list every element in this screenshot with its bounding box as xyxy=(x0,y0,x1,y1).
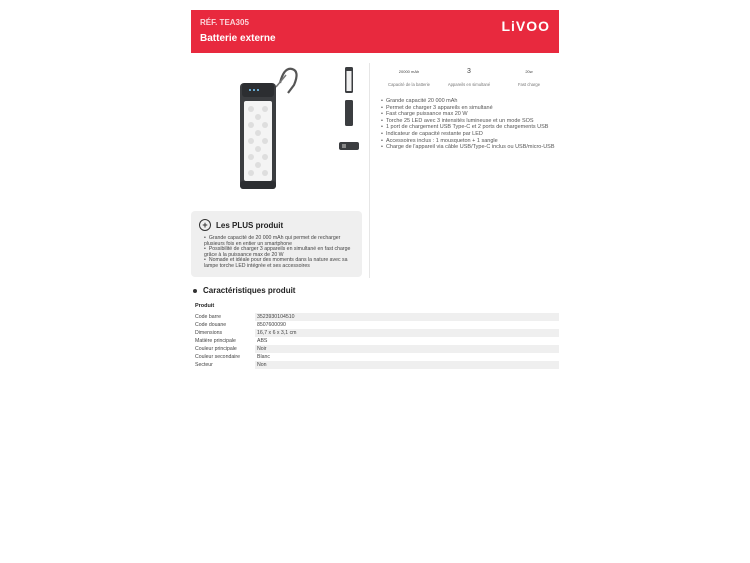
spec-fastcharge xyxy=(500,67,558,87)
feature-list xyxy=(381,98,557,151)
characteristics-title: Caractéristiques produit xyxy=(203,286,296,295)
feature-item: • Permet de charger 3 appareils en simultané xyxy=(381,105,557,112)
thumbnail-strip xyxy=(337,66,361,165)
spec-fastcharge-label: Fast charge xyxy=(517,82,541,87)
thumbnail-front[interactable] xyxy=(337,66,361,94)
key-specs xyxy=(380,67,558,87)
row-label: Matière principale xyxy=(195,338,236,344)
feature-item: • Fast charge puissance max 20 W xyxy=(381,111,557,118)
feature-item: • Accessoires inclus : 1 mousqueton + 1 sangle xyxy=(381,138,557,145)
characteristics-group: Produit xyxy=(195,303,215,309)
row-value: Non xyxy=(255,361,559,369)
plus-list xyxy=(204,236,356,270)
table-row xyxy=(193,353,559,361)
feature-item: • Charge de l'appareil via câble USB/Type-C inclus ou USB/micro-USB xyxy=(381,144,557,151)
header-banner xyxy=(191,10,559,53)
row-label: Code douane xyxy=(195,322,227,328)
row-value: Blanc xyxy=(257,354,270,360)
row-value: 8507600090 xyxy=(257,322,286,328)
row-value: ABS xyxy=(257,338,268,344)
table-row xyxy=(193,337,559,345)
table-row xyxy=(193,329,559,337)
bullet-icon xyxy=(193,289,197,293)
row-value: Noir xyxy=(255,345,559,353)
row-label: Code barre xyxy=(195,314,221,320)
spec-devices-value: 3 xyxy=(467,68,471,75)
spec-sheet xyxy=(191,10,559,53)
row-value: 16,7 x 6 x 3,1 cm xyxy=(255,329,559,337)
plus-header xyxy=(199,219,283,231)
row-label: Couleur principale xyxy=(195,346,237,352)
product-title: Batterie externe xyxy=(200,33,276,44)
table-row xyxy=(193,313,559,321)
table-row xyxy=(193,321,559,329)
table-row xyxy=(193,345,559,353)
thumbnail-back[interactable] xyxy=(337,99,361,127)
feature-item: • 1 port de chargement USB Type-C et 2 ports de chargements USB xyxy=(381,124,557,131)
row-label: Dimensions xyxy=(195,330,223,336)
table-row xyxy=(193,361,559,369)
product-image xyxy=(228,63,308,195)
spec-devices-label: Appareils en simultané xyxy=(447,82,491,87)
plus-icon: + xyxy=(199,219,211,231)
feature-item: • Grande capacité 20 000 mAh xyxy=(381,98,557,105)
row-label: Couleur secondaire xyxy=(195,354,240,360)
plus-panel xyxy=(191,211,362,277)
row-value: 3523930104510 xyxy=(255,313,559,321)
characteristics-table xyxy=(193,313,559,369)
plus-title: Les PLUS produit xyxy=(216,220,284,230)
feature-item: • Indicateur de capacité restante par LED xyxy=(381,131,557,138)
thumbnail-side[interactable] xyxy=(337,132,361,160)
column-divider xyxy=(369,63,370,278)
feature-item: • Torche 25 LED avec 3 intensités lumineuse et un mode SOS xyxy=(381,118,557,125)
characteristics-heading xyxy=(193,286,295,295)
spec-capacity-value: 20000 mAh xyxy=(398,69,420,74)
product-reference: RÉF. TEA305 xyxy=(200,18,249,27)
plus-item: • Grande capacité de 20 000 mAh qui permet de recharger plusieurs fois en entier un smartphone xyxy=(204,236,356,247)
spec-devices xyxy=(440,67,498,87)
spec-capacity xyxy=(380,67,438,87)
spec-fastcharge-value: 20w xyxy=(525,69,533,74)
plus-item: • Possibilité de charger 3 appareils en simultané en fast charge grâce à la puissance max de 20 W xyxy=(204,247,356,258)
plus-item: • Nomade et idéale pour des moments dans la nature avec sa lampe torche LED intégrée et ses accessoires xyxy=(204,258,356,269)
spec-capacity-label: Capacité de la batterie xyxy=(388,82,430,87)
brand-logo: LiVOO xyxy=(501,18,550,34)
row-label: Secteur xyxy=(195,362,213,368)
